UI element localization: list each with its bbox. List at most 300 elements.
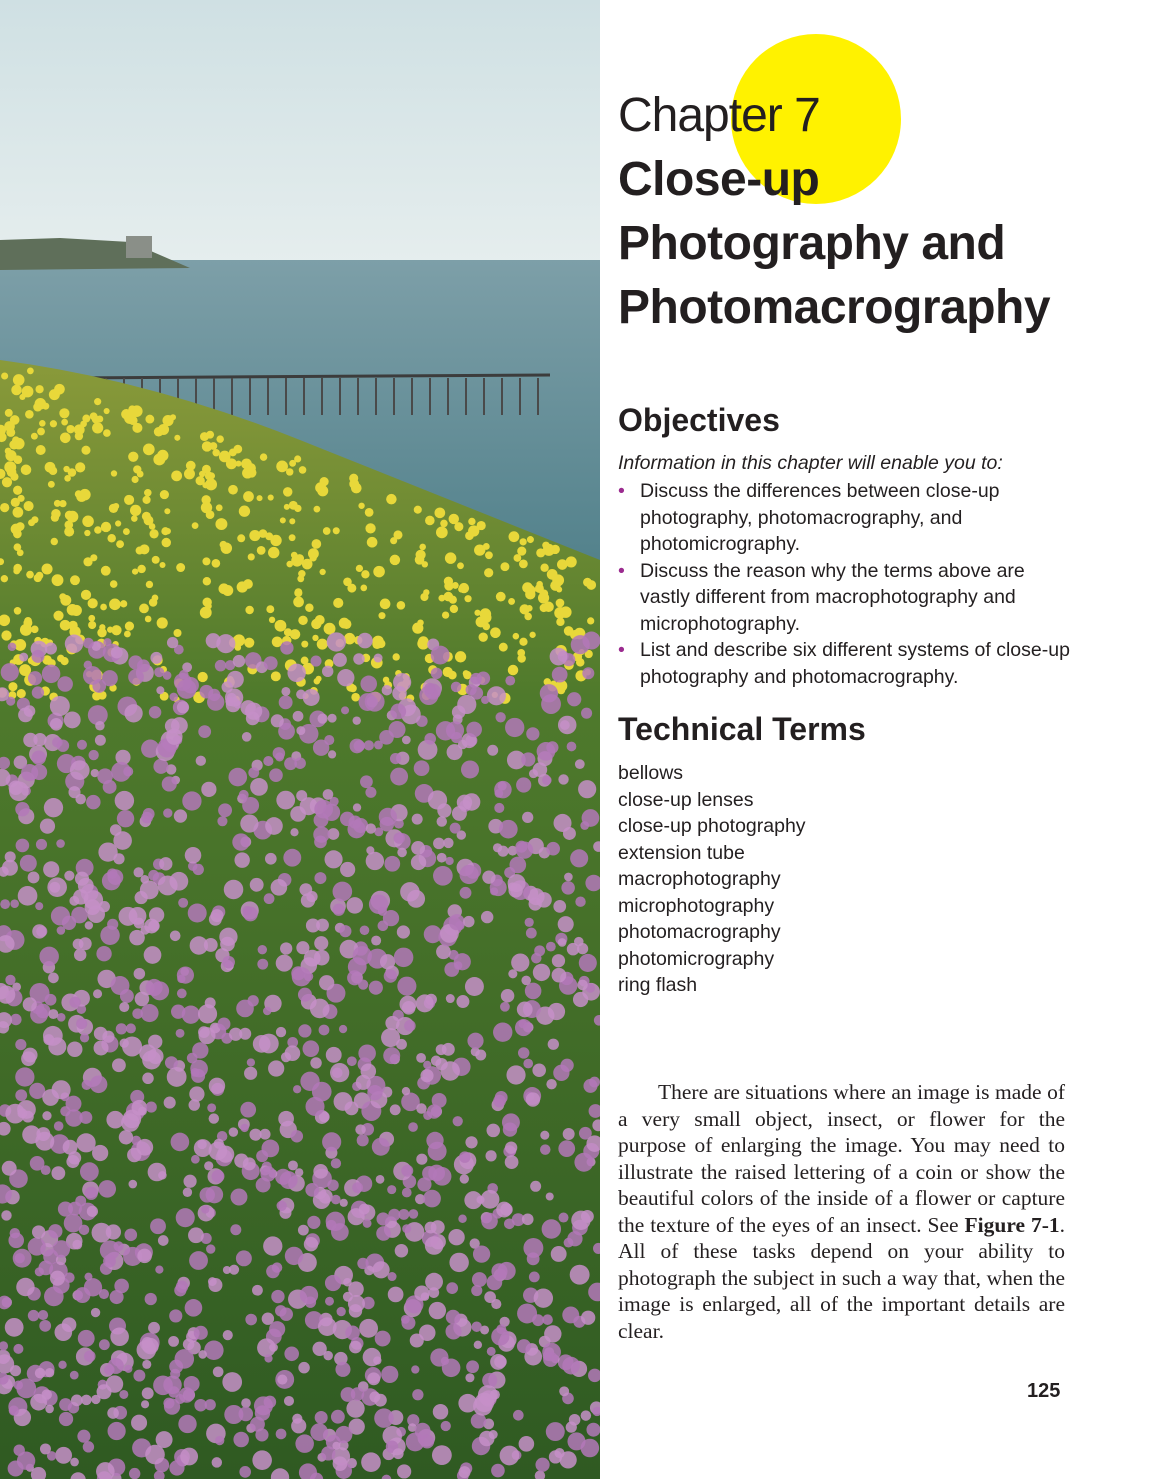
purple-flower	[465, 1373, 474, 1382]
purple-flower	[50, 696, 70, 716]
purple-flower	[341, 706, 349, 714]
purple-flower	[38, 1310, 48, 1320]
purple-flower	[204, 938, 218, 952]
purple-flower	[257, 959, 268, 970]
purple-flower	[383, 910, 399, 926]
purple-flower	[402, 736, 411, 745]
purple-flower	[276, 791, 295, 810]
yellow-flower	[360, 585, 367, 592]
purple-flower	[540, 1131, 549, 1140]
purple-flower	[542, 1343, 561, 1362]
purple-flower	[535, 1458, 549, 1472]
purple-flower	[260, 1129, 271, 1140]
purple-flower	[310, 1423, 328, 1441]
yellow-flower	[33, 403, 42, 412]
yellow-flower	[500, 562, 509, 571]
purple-flower	[449, 914, 465, 930]
term: extension tube	[618, 841, 745, 864]
purple-flower	[530, 1181, 541, 1192]
purple-flower	[158, 1235, 169, 1246]
purple-flower	[238, 1407, 253, 1422]
purple-flower	[327, 1179, 338, 1190]
yellow-flower	[82, 515, 94, 527]
purple-flower	[414, 1286, 429, 1301]
purple-flower	[432, 1093, 447, 1108]
purple-flower	[494, 781, 512, 799]
purple-flower	[128, 1180, 137, 1189]
purple-flower	[411, 841, 425, 855]
purple-flower	[534, 1288, 553, 1307]
list-item	[618, 478, 1078, 558]
yellow-flower	[206, 510, 215, 519]
objective-text: List and describe six different systems of close-up photography and photomacrography.	[640, 639, 1070, 688]
purple-flower	[98, 842, 117, 861]
yellow-flower	[92, 422, 103, 433]
purple-flower	[140, 881, 159, 900]
purple-flower	[401, 1315, 410, 1324]
yellow-flower	[25, 410, 34, 419]
purple-flower	[306, 891, 317, 902]
purple-flower	[21, 1051, 36, 1066]
purple-flower	[388, 1272, 397, 1281]
purple-flower	[314, 800, 333, 819]
yellow-flower	[162, 538, 171, 547]
yellow-flower	[320, 477, 329, 486]
purple-flower	[529, 897, 542, 910]
purple-flower	[42, 1111, 51, 1120]
yellow-flower	[540, 564, 548, 572]
purple-flower	[136, 1139, 153, 1156]
yellow-flower	[260, 453, 267, 460]
purple-flower	[381, 1366, 398, 1383]
yellow-flower	[48, 481, 55, 488]
purple-flower	[99, 1289, 109, 1299]
purple-flower	[397, 977, 416, 996]
purple-flower	[213, 1366, 224, 1377]
purple-flower	[433, 866, 453, 886]
purple-flower	[145, 1445, 165, 1465]
purple-flower	[476, 671, 490, 685]
yellow-flower	[301, 641, 308, 648]
purple-flower	[189, 1099, 201, 1111]
yellow-flower	[1, 630, 11, 640]
purple-flower	[159, 857, 172, 870]
yellow-flower	[6, 428, 15, 437]
purple-flower	[456, 995, 469, 1008]
purple-flower	[28, 671, 42, 685]
figure-reference: Figure 7-1	[964, 1212, 1060, 1237]
purple-flower	[532, 1064, 546, 1078]
yellow-flower	[445, 552, 456, 563]
yellow-flower	[556, 618, 564, 626]
bullet-icon: •	[618, 559, 625, 582]
purple-flower	[397, 1464, 411, 1478]
purple-flower	[73, 939, 84, 950]
purple-flower	[350, 739, 365, 754]
purple-flower	[59, 1398, 72, 1411]
yellow-flower	[173, 629, 181, 637]
purple-flower	[88, 750, 98, 760]
purple-flower	[264, 1354, 272, 1362]
yellow-flower	[265, 532, 273, 540]
yellow-flower	[294, 589, 302, 597]
purple-flower	[207, 1103, 216, 1112]
purple-flower	[142, 1387, 154, 1399]
purple-flower	[471, 1322, 481, 1332]
purple-flower	[357, 633, 373, 649]
purple-flower	[215, 1436, 224, 1445]
purple-flower	[260, 1166, 275, 1181]
yellow-flower	[120, 600, 127, 607]
purple-flower	[310, 999, 330, 1019]
yellow-flower	[455, 651, 466, 662]
yellow-flower	[554, 607, 566, 619]
purple-flower	[107, 868, 118, 879]
purple-flower	[566, 1422, 577, 1433]
purple-flower	[14, 1445, 25, 1456]
yellow-flower	[358, 503, 364, 509]
purple-flower	[240, 1124, 248, 1132]
purple-flower	[128, 655, 142, 669]
purple-flower	[332, 1442, 340, 1450]
purple-flower	[263, 756, 273, 766]
yellow-flower	[63, 466, 69, 472]
yellow-flower	[557, 686, 565, 694]
purple-flower	[458, 1215, 467, 1224]
purple-flower	[57, 739, 69, 751]
purple-flower	[440, 1061, 459, 1080]
yellow-flower	[51, 509, 60, 518]
purple-flower	[162, 776, 177, 791]
purple-flower	[546, 1192, 554, 1200]
purple-flower	[582, 667, 594, 679]
yellow-flower	[199, 471, 205, 477]
yellow-flower	[157, 617, 168, 628]
yellow-flower	[440, 520, 448, 528]
purple-flower	[182, 791, 201, 810]
yellow-flower	[42, 403, 49, 410]
purple-flower	[198, 1350, 207, 1359]
yellow-flower	[124, 495, 134, 505]
purple-flower	[395, 1244, 408, 1257]
purple-flower	[32, 1225, 45, 1238]
purple-flower	[250, 778, 268, 796]
yellow-flower	[109, 599, 121, 611]
purple-flower	[411, 1365, 419, 1373]
yellow-flower	[68, 621, 77, 630]
purple-flower	[75, 794, 86, 805]
yellow-flower	[444, 581, 453, 590]
purple-flower	[291, 1130, 303, 1142]
purple-flower	[333, 904, 345, 916]
yellow-flower	[137, 471, 144, 478]
purple-flower	[54, 1121, 64, 1131]
purple-flower	[453, 1116, 463, 1126]
purple-flower	[5, 975, 15, 985]
yellow-flower	[243, 491, 254, 502]
purple-flower	[314, 936, 328, 950]
purple-flower	[204, 1341, 223, 1360]
yellow-flower	[299, 466, 307, 474]
chapter-label: Chapter 7	[618, 89, 820, 142]
purple-flower	[0, 899, 10, 909]
purple-flower	[247, 1058, 255, 1066]
purple-flower	[209, 1078, 225, 1094]
purple-flower	[374, 1394, 387, 1407]
purple-flower	[318, 714, 328, 724]
purple-flower	[432, 1445, 452, 1465]
purple-flower	[517, 1002, 533, 1018]
purple-flower	[263, 1007, 271, 1015]
yellow-flower	[154, 427, 164, 437]
yellow-flower	[289, 460, 296, 467]
purple-flower	[388, 1209, 400, 1221]
technical-terms-list	[618, 760, 806, 999]
purple-flower	[83, 666, 102, 685]
purple-flower	[384, 969, 397, 982]
purple-flower	[304, 1237, 318, 1251]
yellow-flower	[233, 445, 242, 454]
purple-flower	[481, 911, 493, 923]
purple-flower	[546, 942, 556, 952]
yellow-flower	[145, 415, 154, 424]
purple-flower	[460, 887, 472, 899]
purple-flower	[129, 1468, 140, 1479]
purple-flower	[85, 921, 93, 929]
yellow-flower	[131, 405, 143, 417]
purple-flower	[482, 871, 495, 884]
purple-flower	[43, 1034, 54, 1045]
purple-flower	[508, 874, 526, 892]
term: photomicrography	[618, 947, 775, 970]
purple-flower	[177, 967, 194, 984]
yellow-flower	[75, 490, 83, 498]
term: microphotography	[618, 894, 775, 917]
purple-flower	[357, 1134, 369, 1146]
purple-flower	[228, 768, 247, 787]
purple-flower	[158, 1171, 167, 1180]
yellow-flower	[496, 592, 506, 602]
purple-flower	[169, 1309, 182, 1322]
purple-flower	[552, 954, 565, 967]
yellow-flower	[298, 616, 307, 625]
yellow-flower	[100, 604, 107, 611]
purple-flower	[425, 1236, 444, 1255]
purple-flower	[280, 1171, 298, 1189]
purple-flower	[212, 1457, 222, 1467]
purple-flower	[475, 1393, 495, 1413]
purple-flower	[2, 860, 18, 876]
purple-flower	[300, 1286, 318, 1304]
yellow-flower	[11, 385, 21, 395]
purple-flower	[277, 1374, 287, 1384]
purple-flower	[58, 1361, 66, 1369]
purple-flower	[217, 816, 227, 826]
yellow-flower	[343, 577, 352, 586]
purple-flower	[485, 1150, 496, 1161]
purple-flower	[542, 1314, 553, 1325]
purple-flower	[365, 692, 385, 712]
yellow-flower	[268, 547, 279, 558]
purple-flower	[15, 802, 29, 816]
purple-flower	[442, 1358, 461, 1377]
purple-flower	[19, 653, 28, 662]
yellow-flower	[520, 538, 527, 545]
purple-flower	[457, 695, 476, 714]
purple-flower	[18, 886, 38, 906]
purple-flower	[459, 865, 478, 884]
purple-flower	[475, 1049, 486, 1060]
yellow-flower	[482, 623, 490, 631]
yellow-flower	[13, 438, 24, 449]
yellow-flower	[412, 622, 423, 633]
purple-flower	[352, 1182, 363, 1193]
yellow-flower	[587, 617, 594, 624]
purple-flower	[47, 877, 67, 897]
purple-flower	[189, 1086, 204, 1101]
yellow-flower	[485, 551, 493, 559]
purple-flower	[328, 714, 337, 723]
purple-flower	[198, 1004, 217, 1023]
purple-flower	[553, 900, 566, 913]
purple-flower	[178, 1415, 196, 1433]
purple-flower	[559, 1213, 569, 1223]
purple-flower	[523, 1238, 543, 1258]
yellow-flower	[483, 543, 490, 550]
yellow-flower	[266, 605, 274, 613]
purple-flower	[415, 1423, 431, 1439]
purple-flower	[550, 648, 568, 666]
yellow-flower	[286, 561, 293, 568]
purple-flower	[322, 666, 333, 677]
purple-flower	[290, 828, 298, 836]
purple-flower	[66, 1155, 79, 1168]
bullet-icon: •	[618, 639, 625, 661]
purple-flower	[465, 1136, 477, 1148]
purple-flower	[500, 1002, 510, 1012]
purple-flower	[174, 809, 187, 822]
purple-flower	[366, 823, 376, 833]
purple-flower	[116, 1023, 127, 1034]
purple-flower	[493, 1095, 506, 1108]
yellow-flower	[31, 433, 38, 440]
purple-flower	[24, 705, 36, 717]
purple-flower	[264, 893, 275, 904]
yellow-flower	[536, 581, 543, 588]
yellow-flower	[103, 429, 111, 437]
purple-flower	[54, 1323, 72, 1341]
purple-flower	[102, 670, 118, 686]
yellow-flower	[200, 432, 209, 441]
purple-flower	[529, 1271, 540, 1282]
yellow-flower	[11, 498, 20, 507]
yellow-flower	[215, 518, 227, 530]
purple-flower	[330, 1063, 349, 1082]
purple-flower	[258, 945, 267, 954]
purple-flower	[567, 1432, 585, 1450]
purple-flower	[361, 1452, 381, 1472]
yellow-flower	[583, 578, 592, 587]
purple-flower	[200, 1187, 215, 1202]
yellow-flower	[202, 441, 212, 451]
yellow-flower	[27, 367, 34, 374]
yellow-flower	[226, 458, 237, 469]
purple-flower	[376, 1226, 391, 1241]
purple-flower	[560, 720, 570, 730]
purple-flower	[582, 632, 600, 650]
yellow-flower	[311, 619, 321, 629]
purple-flower	[424, 683, 435, 694]
purple-flower	[36, 839, 47, 850]
yellow-flower	[92, 692, 101, 701]
purple-flower	[16, 1278, 34, 1296]
purple-flower	[346, 1399, 364, 1417]
purple-flower	[339, 1025, 347, 1033]
purple-flower	[429, 1302, 446, 1319]
yellow-flower	[383, 677, 390, 684]
purple-flower	[191, 1155, 200, 1164]
yellow-flower	[88, 615, 95, 622]
purple-flower	[23, 997, 37, 1011]
purple-flower	[140, 875, 149, 884]
purple-flower	[78, 1330, 95, 1347]
purple-flower	[183, 1339, 194, 1350]
yellow-flower	[228, 485, 238, 495]
purple-flower	[490, 887, 498, 895]
yellow-flower	[129, 416, 138, 425]
body-text: . All of these tasks depend on your ability to photograph the subject in such a way that, when the image is enlarged, all of the important details are clear.	[618, 1212, 1065, 1343]
purple-flower	[142, 1360, 151, 1369]
purple-flower	[448, 1229, 464, 1245]
purple-flower	[32, 686, 44, 698]
yellow-flower	[454, 522, 463, 531]
yellow-flower	[271, 671, 281, 681]
yellow-flower	[220, 541, 228, 549]
purple-flower	[134, 867, 144, 877]
purple-flower	[511, 953, 529, 971]
purple-flower	[383, 1047, 400, 1064]
purple-flower	[559, 1386, 569, 1396]
yellow-flower	[160, 562, 166, 568]
yellow-flower	[301, 657, 309, 665]
purple-flower	[314, 872, 326, 884]
term: macrophotography	[618, 868, 781, 890]
purple-flower	[48, 1009, 58, 1019]
purple-flower	[243, 907, 258, 922]
purple-flower	[521, 752, 535, 766]
purple-flower	[1, 663, 19, 681]
purple-flower	[392, 686, 406, 700]
purple-flower	[446, 1310, 461, 1325]
yellow-flower	[289, 534, 296, 541]
purple-flower	[304, 950, 321, 967]
yellow-flower	[24, 501, 34, 511]
purple-flower	[292, 1414, 302, 1424]
purple-flower	[561, 881, 575, 895]
purple-flower	[376, 1175, 385, 1184]
purple-flower	[51, 1166, 65, 1180]
purple-flower	[212, 1170, 225, 1183]
purple-flower	[265, 817, 283, 835]
purple-flower	[580, 821, 589, 830]
purple-flower	[176, 1208, 195, 1227]
purple-flower	[307, 1216, 320, 1229]
yellow-flower	[365, 523, 375, 533]
purple-flower	[141, 1400, 149, 1408]
yellow-flower	[557, 559, 568, 570]
purple-flower	[276, 1429, 287, 1440]
yellow-flower	[10, 415, 20, 425]
